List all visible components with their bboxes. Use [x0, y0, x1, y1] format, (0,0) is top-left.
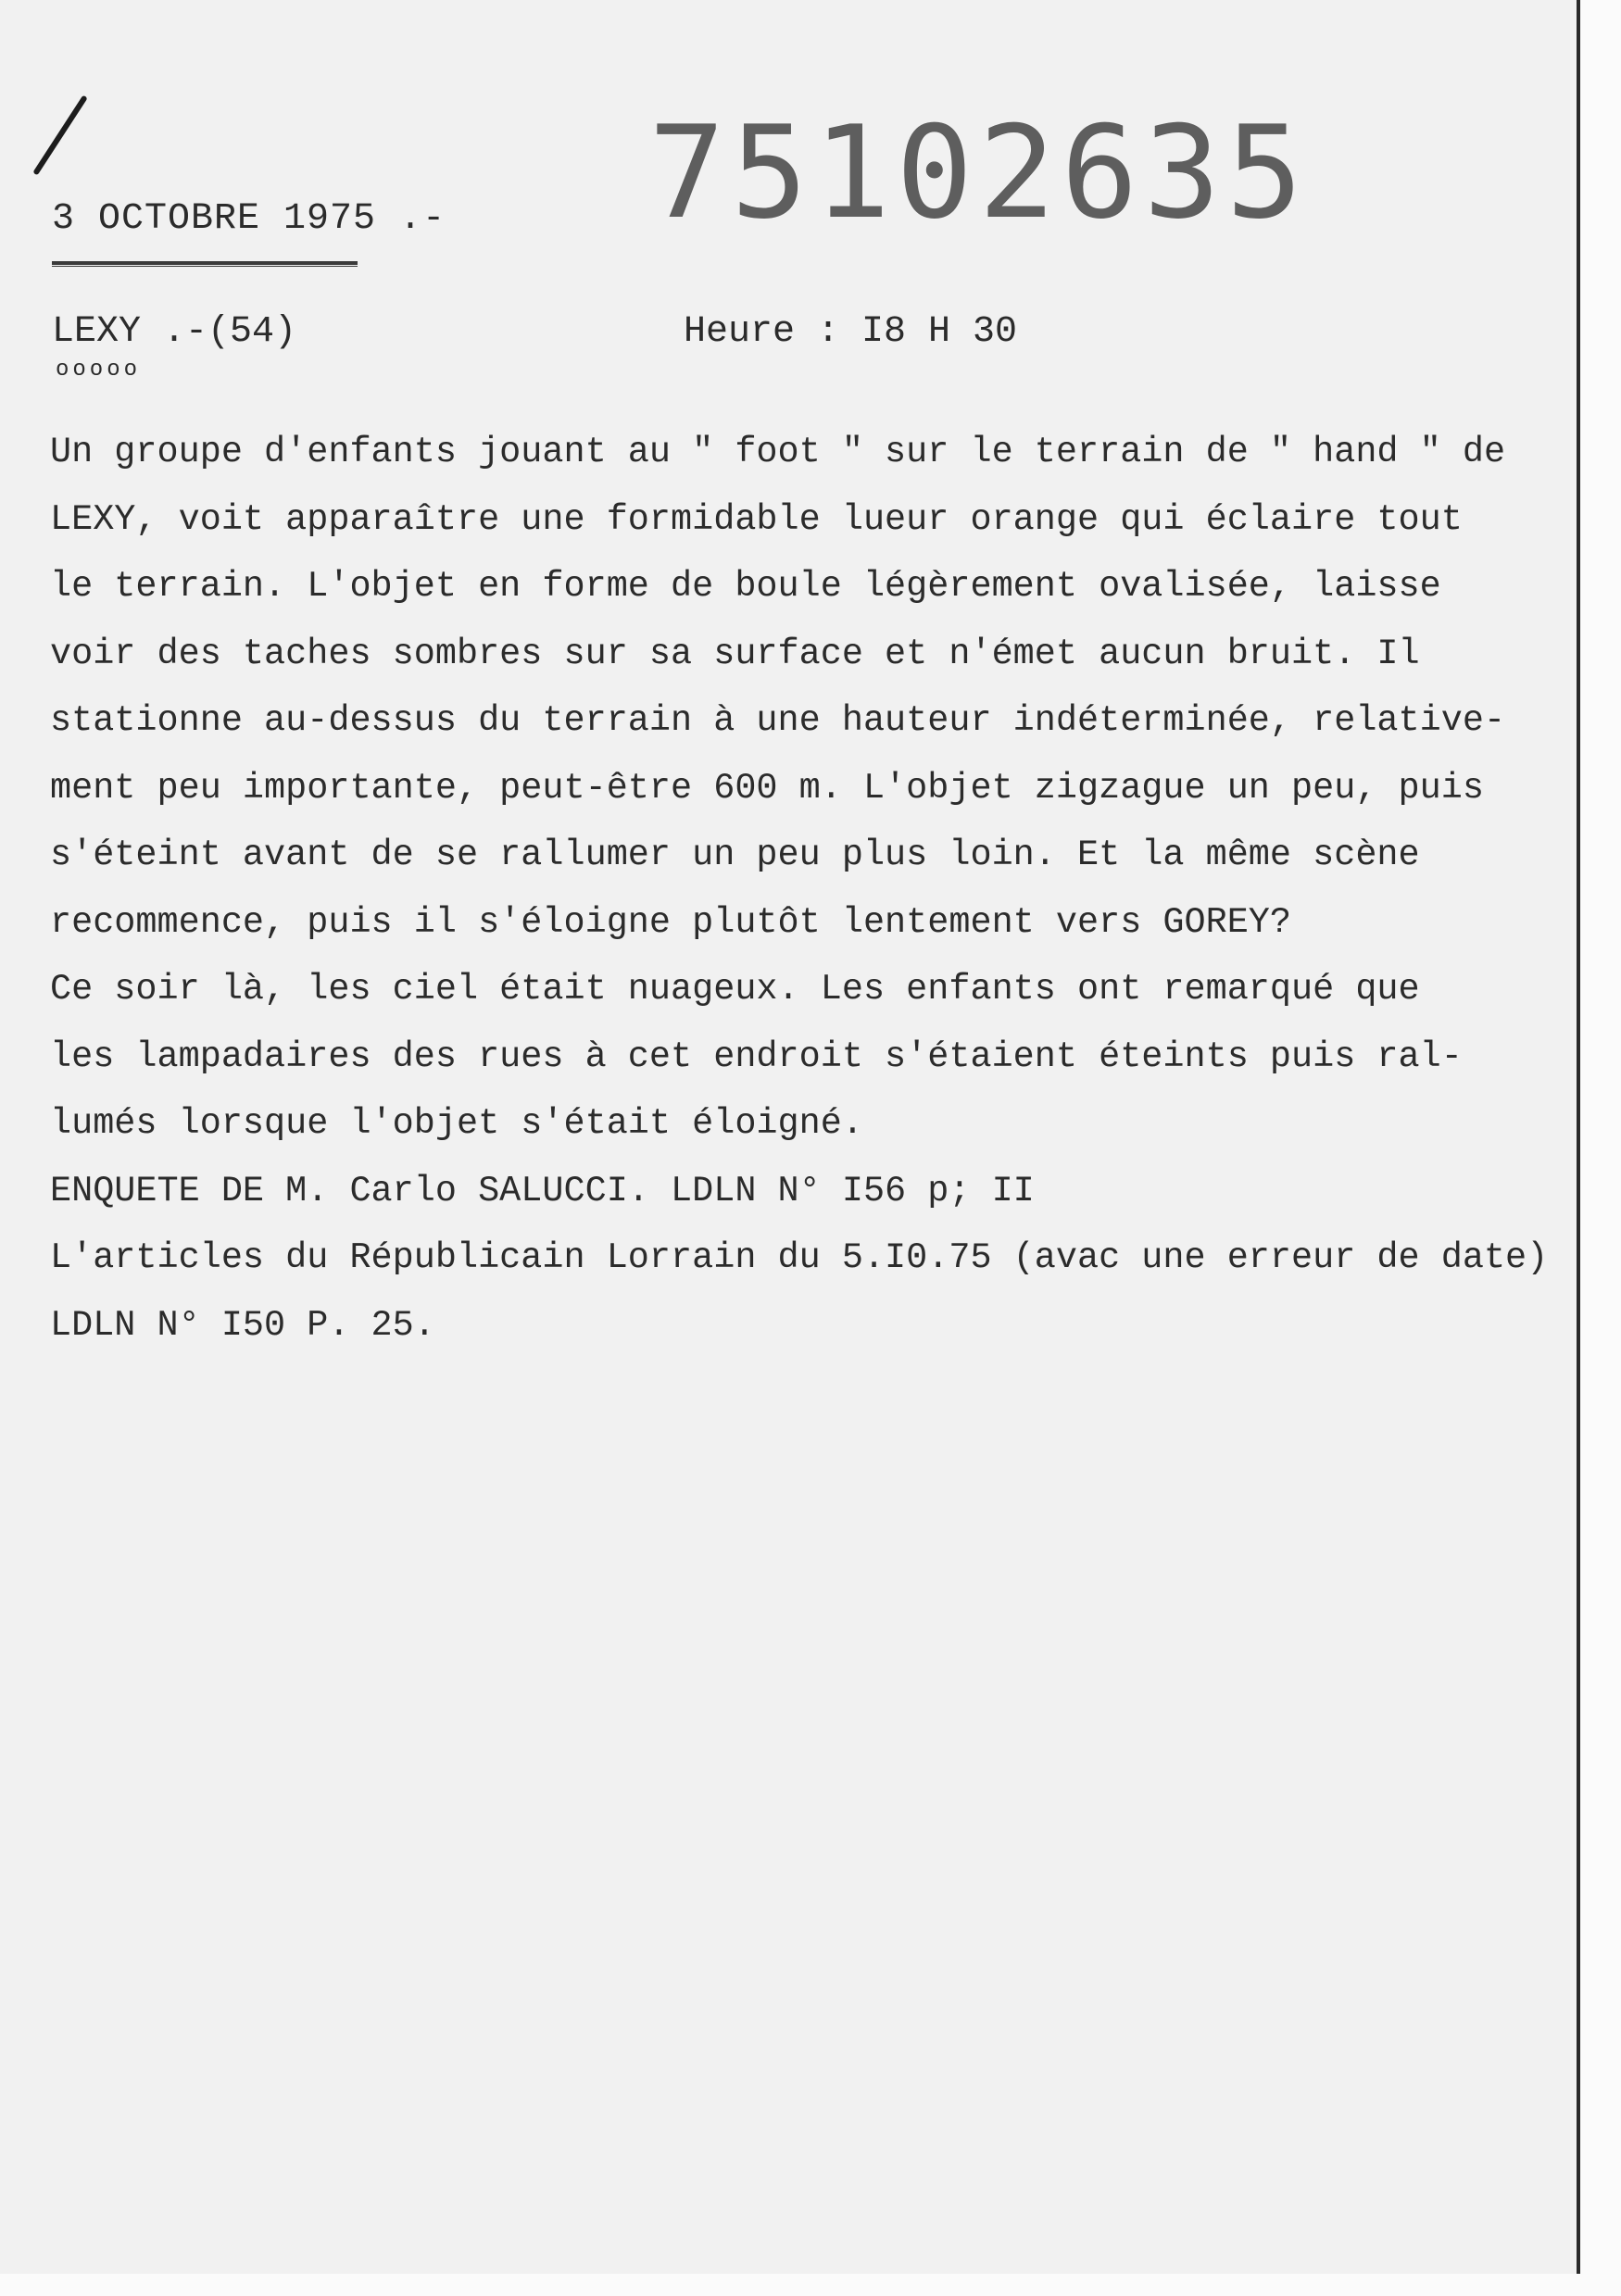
scan-margin-bottom: [0, 2274, 1621, 2296]
text-line: LDLN N° I50 P. 25.: [50, 1304, 435, 1346]
text-line: voir des taches sombres sur sa surface et n'émet aucun bruit. Il: [50, 633, 1420, 674]
stamp-number: 75102635: [648, 98, 1309, 247]
text-line: lumés lorsque l'objet s'était éloigné.: [50, 1103, 863, 1144]
date-underline: [52, 261, 358, 267]
scan-margin-right: [1580, 0, 1621, 2296]
text-line: le terrain. L'objet en forme de boule légèrement ovalisée, laisse: [50, 566, 1441, 607]
text-line: Ce soir là, les ciel était nuageux. Les enfants ont remarqué que: [50, 969, 1420, 1010]
text-line: ENQUETE DE M. Carlo SALUCCI. LDLN N° I56 p; II: [50, 1170, 1035, 1211]
report-time: Heure : I8 H 30: [684, 311, 1018, 353]
report-date: 3 OCTOBRE 1975 .-: [52, 198, 446, 240]
text-line: les lampadaires des rues à cet endroit s'étaient éteints puis ral-: [50, 1035, 1463, 1077]
text-line: stationne au-dessus du terrain à une hauteur indéterminée, relative-: [50, 700, 1506, 741]
location: LEXY .-(54): [52, 311, 297, 353]
text-line: L'articles du Républicain Lorrain du 5.I0.75 (avac une erreur de date): [50, 1237, 1549, 1278]
location-underline: ooooo: [56, 358, 142, 383]
text-line: s'éteint avant de se rallumer un peu plus loin. Et la même scène: [50, 834, 1420, 875]
slash-mark: [32, 94, 87, 175]
report-body: [50, 419, 1569, 1359]
text-line: LEXY, voit apparaître une formidable lueur orange qui éclaire tout: [50, 498, 1463, 540]
text-line: recommence, puis il s'éloigne plutôt lentement vers GOREY?: [50, 901, 1292, 943]
text-line: Un groupe d'enfants jouant au " foot " sur le terrain de " hand " de: [50, 432, 1506, 472]
text-line: ment peu importante, peut-être 600 m. L'objet zigzague un peu, puis: [50, 767, 1484, 809]
